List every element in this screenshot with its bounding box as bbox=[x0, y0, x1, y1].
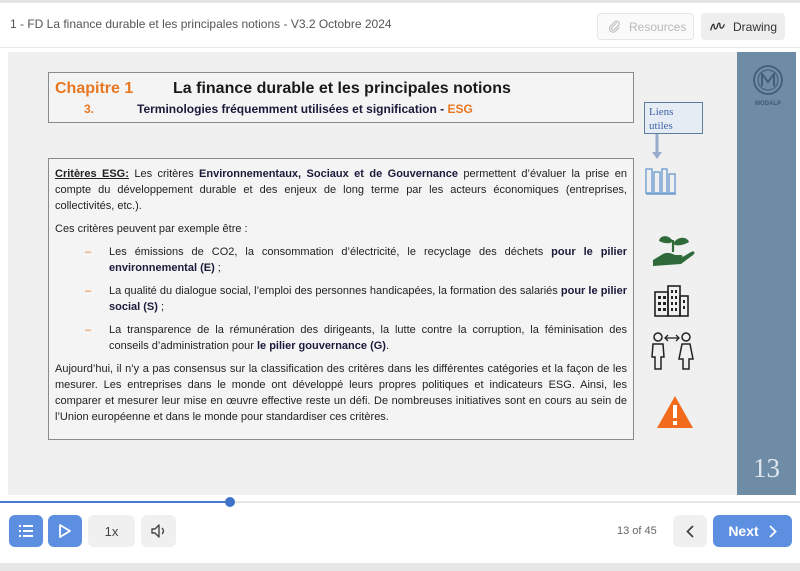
chevron-right-icon bbox=[769, 525, 777, 538]
section-title-esg: ESG bbox=[447, 102, 473, 116]
slide-page-number: 13 bbox=[753, 453, 780, 483]
bullet-bold: pour le pilier environnemental (E) bbox=[109, 246, 627, 274]
volume-button[interactable] bbox=[141, 515, 176, 547]
chapter-label: Chapitre 1 bbox=[55, 80, 134, 97]
plant-hand-icon bbox=[651, 232, 696, 268]
intro-term: Critères ESG: bbox=[55, 168, 129, 180]
modalp-logo-icon bbox=[748, 60, 788, 110]
playback-speed-button[interactable]: 1x bbox=[88, 515, 135, 547]
next-label: Next bbox=[728, 523, 759, 539]
previous-button[interactable] bbox=[673, 515, 707, 547]
bullet-dash: – bbox=[85, 285, 92, 297]
intro-text-2: permettent d’évaluer la prise en compte du développement durable et des enjeux de long terme par les acteurs économiques (entreprises, collectivités, etc.). bbox=[55, 168, 627, 212]
examples-intro: Ces critères peuvent par exemple être : bbox=[55, 223, 248, 235]
chapter-title: La finance durable et les principales notions bbox=[173, 80, 511, 97]
section-title bbox=[137, 102, 473, 116]
bullet-dash: – bbox=[85, 324, 92, 336]
books-icon[interactable] bbox=[645, 166, 677, 196]
progress-handle[interactable] bbox=[225, 497, 235, 507]
logo-text: MODALP bbox=[755, 101, 781, 107]
next-button[interactable] bbox=[713, 515, 792, 547]
conclusion-paragraph: Aujourd’hui, il n’y a pas consensus sur la classification des critères dans les différentes catégories et la façon de les mesurer. Les entreprises dans le monde ont développé leurs propres politiques et indicateurs ESG. Ainsi, les comparer et mesurer leur mise en œuvre effective reste un défi. De nombreuses initiatives sont en cours au sein de l’Union européenne et dans le monde pour standardiser ces critères. bbox=[55, 363, 627, 423]
drawing-button[interactable] bbox=[701, 13, 785, 40]
bullet-text: Les émissions de CO2, la consommation d’électricité, le recyclage des déchets bbox=[109, 246, 552, 258]
bullet-social bbox=[55, 283, 627, 315]
bullet-bold: pour le pilier social (S) bbox=[109, 285, 627, 313]
bullet-tail: ; bbox=[214, 262, 221, 274]
bottom-border bbox=[0, 563, 800, 571]
list-icon bbox=[19, 525, 33, 537]
people-exchange-icon bbox=[649, 331, 695, 371]
liens-utiles-button[interactable] bbox=[644, 102, 703, 134]
menu-list-button[interactable] bbox=[9, 515, 43, 547]
bullet-dash: – bbox=[85, 246, 92, 258]
esg-text-box bbox=[48, 158, 634, 440]
side-strip bbox=[737, 52, 796, 495]
bullet-environmental bbox=[55, 244, 627, 276]
bullet-governance bbox=[55, 322, 627, 354]
intro-bold: Environnementaux, Sociaux et de Gouvernance bbox=[199, 168, 458, 180]
bullet-tail: ; bbox=[157, 301, 165, 313]
course-title: 1 - FD La finance durable et les principales notions - V3.2 Octobre 2024 bbox=[10, 17, 392, 31]
intro-paragraph bbox=[55, 166, 627, 214]
chevron-left-icon bbox=[686, 525, 694, 538]
top-bar bbox=[0, 0, 800, 48]
section-title-text: Terminologies fréquemment utilisées et signification - bbox=[137, 102, 448, 116]
bullet-text: La qualité du dialogue social, l’emploi des personnes handicapées, la formation des salariés bbox=[109, 285, 561, 297]
liens-label-line1: Liens bbox=[649, 106, 674, 118]
buildings-icon bbox=[653, 284, 690, 317]
bullet-bold: le pilier gouvernance (G) bbox=[256, 340, 386, 352]
resources-button[interactable] bbox=[597, 13, 694, 40]
bullet-tail: . bbox=[385, 340, 390, 352]
paperclip-icon bbox=[608, 20, 621, 33]
volume-icon bbox=[151, 524, 167, 538]
resources-label: Resources bbox=[629, 19, 687, 34]
play-button[interactable] bbox=[48, 515, 82, 547]
liens-label-line2: utiles bbox=[649, 120, 673, 132]
intro-text-1: Les critères bbox=[128, 168, 200, 180]
arrow-down-icon bbox=[650, 134, 664, 160]
slide-counter: 13 of 45 bbox=[617, 525, 657, 537]
bullet-text: La transparence de la rémunération des dirigeants, la lutte contre la corruption, la féminisation des conseils d’administration pour bbox=[109, 324, 627, 352]
drawing-icon bbox=[710, 20, 725, 33]
play-icon bbox=[59, 524, 71, 538]
warning-icon bbox=[656, 395, 694, 429]
drawing-label: Drawing bbox=[733, 19, 778, 34]
section-number: 3. bbox=[84, 102, 95, 116]
progress-fill bbox=[0, 501, 230, 503]
